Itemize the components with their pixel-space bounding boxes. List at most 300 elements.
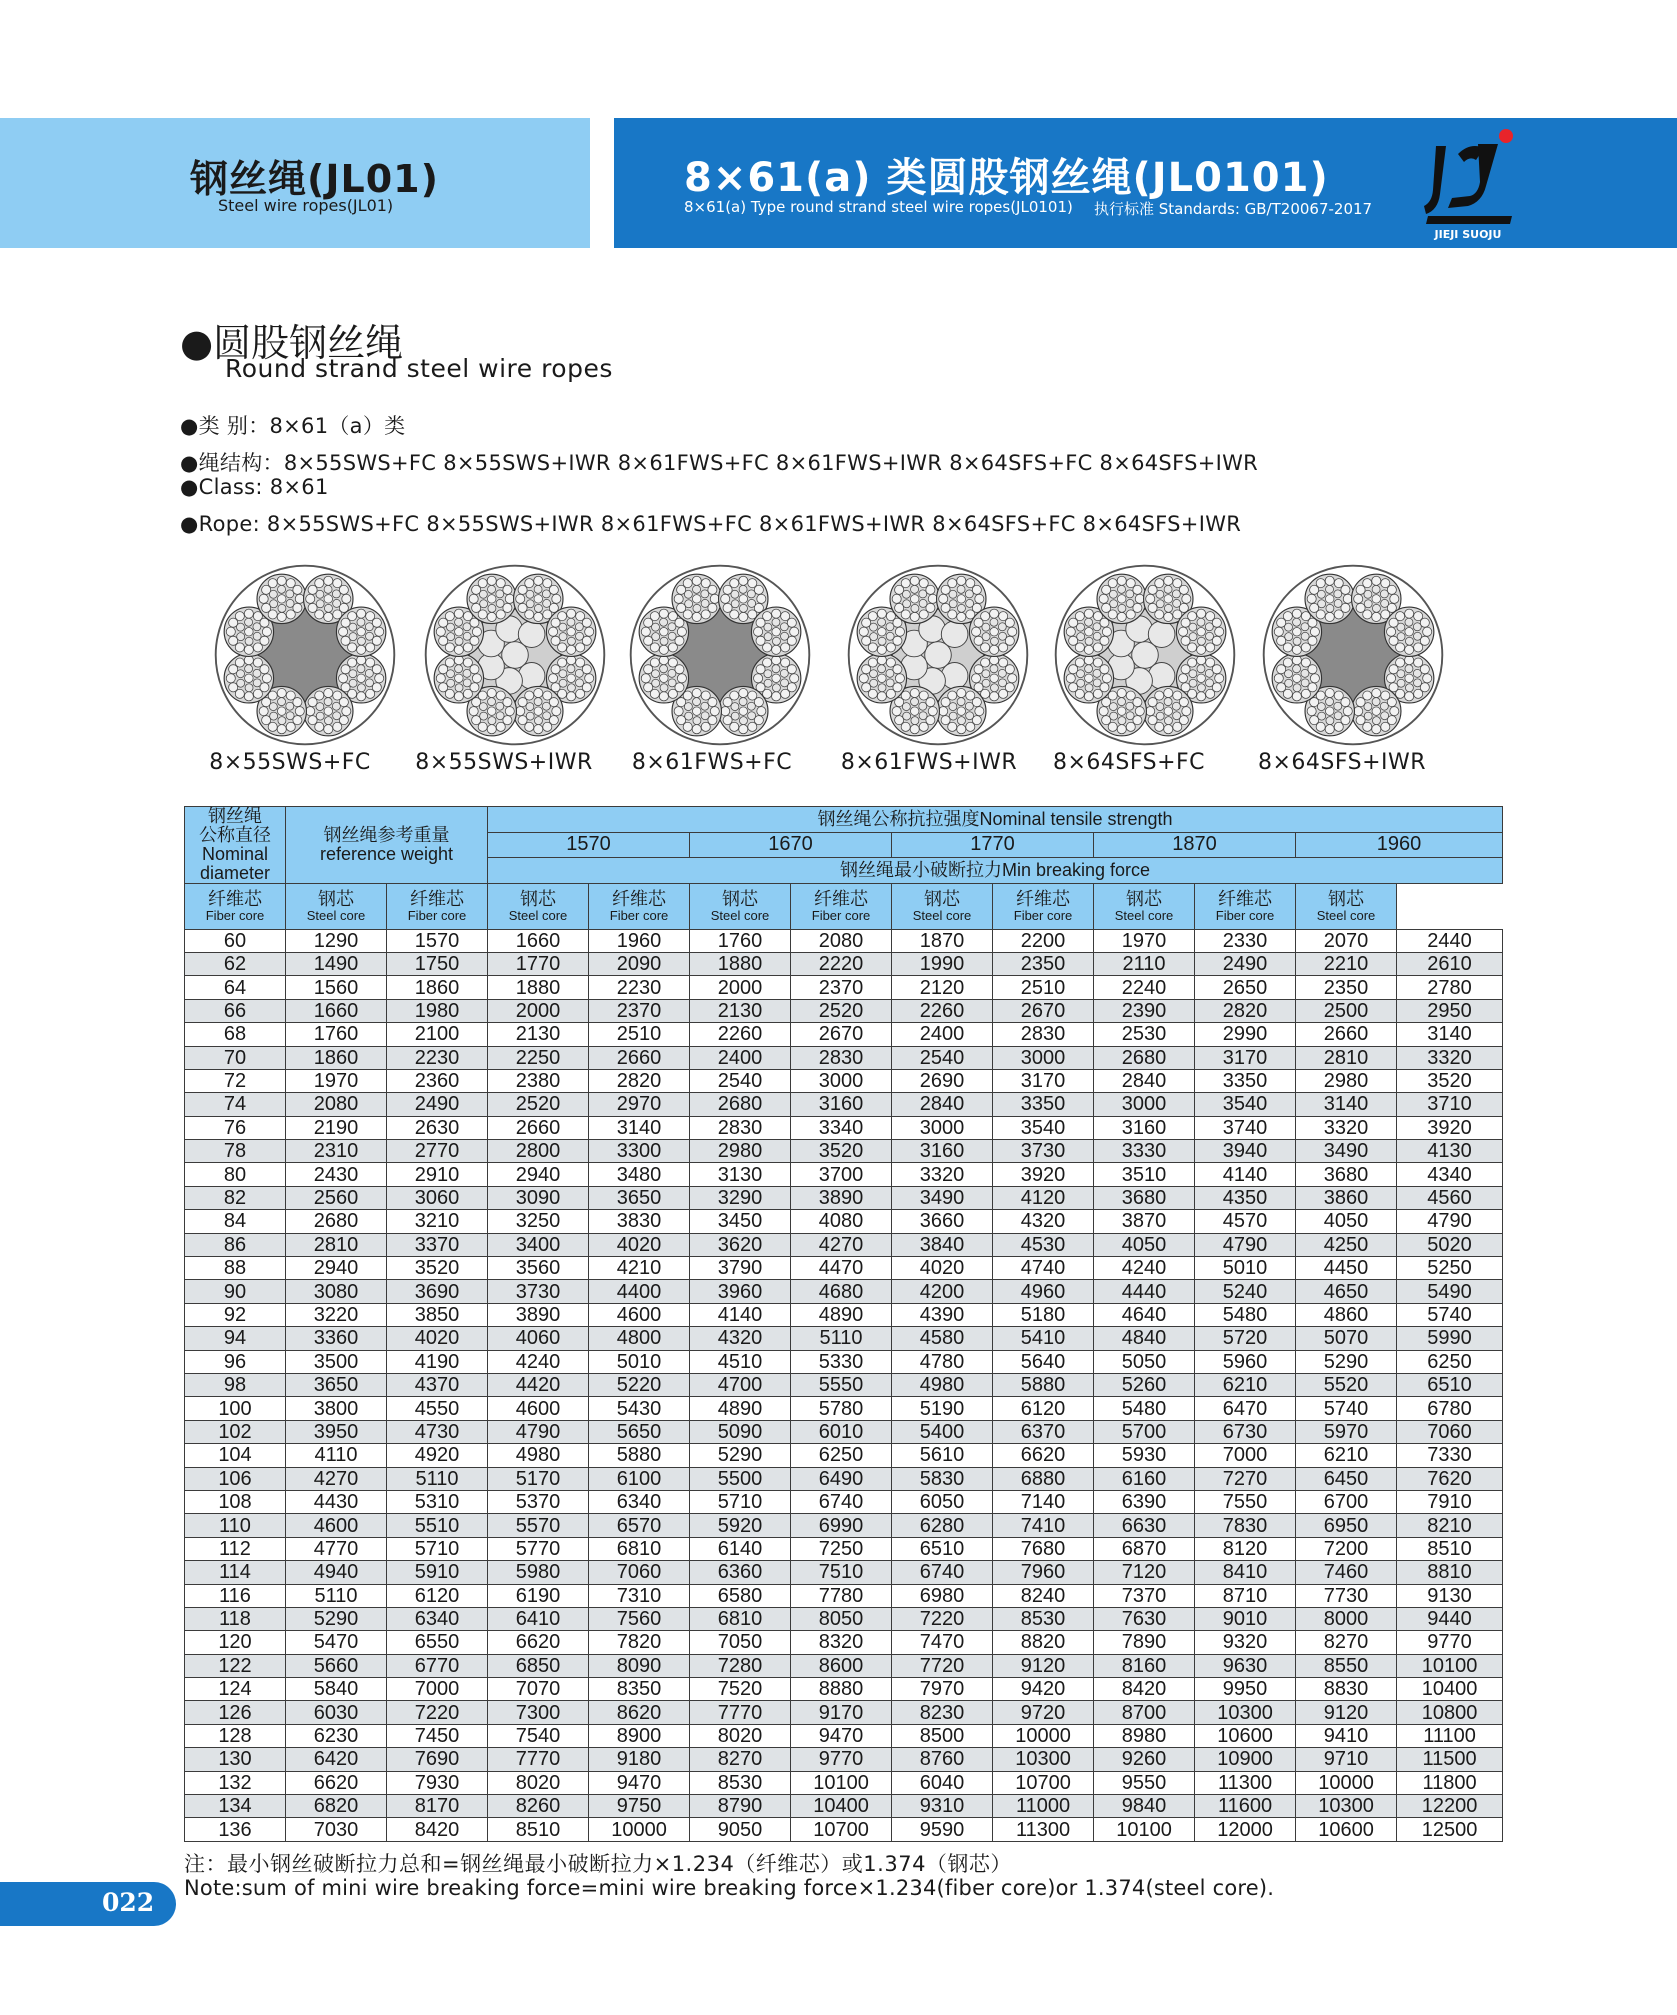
- value-cell: 3870: [1094, 1210, 1195, 1233]
- value-cell: 4920: [387, 1444, 488, 1467]
- value-cell: 1560: [286, 976, 387, 999]
- value-cell: 2840: [1094, 1069, 1195, 1092]
- value-cell: 7520: [690, 1678, 791, 1701]
- value-cell: 8510: [488, 1818, 589, 1841]
- value-cell: 6040: [892, 1771, 993, 1794]
- value-cell: 6390: [1094, 1490, 1195, 1513]
- value-cell: 6470: [1195, 1397, 1296, 1420]
- value-cell: 4060: [488, 1327, 589, 1350]
- value-cell: 6010: [791, 1420, 892, 1443]
- table-row: [185, 1584, 1503, 1607]
- value-cell: 2190: [286, 1116, 387, 1139]
- value-cell: 5920: [690, 1514, 791, 1537]
- value-cell: 5660: [286, 1654, 387, 1677]
- table-row: [185, 1561, 1503, 1584]
- table-row: [185, 1748, 1503, 1771]
- value-cell: 8830: [1296, 1678, 1397, 1701]
- value-cell: 4770: [286, 1537, 387, 1560]
- diameter-cell: 82: [185, 1186, 286, 1209]
- diameter-cell: 80: [185, 1163, 286, 1186]
- header-min-breaking-force: 钢丝绳最小破断拉力Min breaking force: [488, 858, 1503, 884]
- table-row: [185, 1327, 1503, 1350]
- header-nominal-tensile-strength: 钢丝绳公称抗拉强度Nominal tensile strength: [488, 807, 1503, 833]
- value-cell: 5290: [286, 1607, 387, 1630]
- header-nominal-diameter: [185, 807, 286, 884]
- core-label-en: Fiber core: [609, 907, 669, 923]
- diameter-cell: 70: [185, 1046, 286, 1069]
- value-cell: 9550: [1094, 1771, 1195, 1794]
- value-cell: 5400: [892, 1420, 993, 1443]
- table-row: [185, 1795, 1503, 1818]
- value-cell: 5710: [387, 1537, 488, 1560]
- diameter-cell: 64: [185, 976, 286, 999]
- table-row: [185, 1350, 1503, 1373]
- rope-cross-section-icon: [210, 560, 400, 750]
- value-cell: 7270: [1195, 1467, 1296, 1490]
- table-row: [185, 1373, 1503, 1396]
- value-cell: 6820: [286, 1795, 387, 1818]
- value-cell: 4340: [1397, 1163, 1503, 1186]
- value-cell: 2400: [690, 1046, 791, 1069]
- value-cell: 9720: [993, 1701, 1094, 1724]
- value-cell: 9590: [892, 1818, 993, 1841]
- value-cell: 2950: [1397, 999, 1503, 1022]
- value-cell: 5740: [1397, 1303, 1503, 1326]
- value-cell: 9950: [1195, 1678, 1296, 1701]
- value-cell: 4740: [993, 1257, 1094, 1280]
- value-cell: 8350: [589, 1678, 690, 1701]
- value-cell: 4140: [690, 1303, 791, 1326]
- value-cell: 2990: [1195, 1023, 1296, 1046]
- value-cell: 7030: [286, 1818, 387, 1841]
- value-cell: 2080: [791, 929, 892, 952]
- value-cell: 5930: [1094, 1444, 1195, 1467]
- value-cell: 2370: [589, 999, 690, 1022]
- value-cell: 10100: [1094, 1818, 1195, 1841]
- diameter-cell: 128: [185, 1724, 286, 1747]
- rope-label: 8×61FWS+IWR: [840, 750, 1018, 775]
- diameter-header-line-1: 钢丝绳: [208, 806, 262, 826]
- diameter-cell: 68: [185, 1023, 286, 1046]
- section-title: ●圆股钢丝绳: [180, 321, 404, 365]
- value-cell: 7060: [1397, 1420, 1503, 1443]
- header-left-subtitle: Steel wire ropes(JL01): [218, 196, 394, 215]
- value-cell: 2350: [993, 952, 1094, 975]
- value-cell: 5220: [589, 1373, 690, 1396]
- value-cell: 12500: [1397, 1818, 1503, 1841]
- header-steel-core: [690, 883, 791, 929]
- value-cell: 7450: [387, 1724, 488, 1747]
- value-cell: 7300: [488, 1701, 589, 1724]
- rope-cross-section-icon: [1050, 560, 1240, 750]
- table-row: [185, 1116, 1503, 1139]
- value-cell: 4450: [1296, 1257, 1397, 1280]
- page-number: 022: [102, 1888, 155, 1917]
- header-grade: 1960: [1296, 832, 1503, 858]
- value-cell: 2530: [1094, 1023, 1195, 1046]
- value-cell: 2490: [1195, 952, 1296, 975]
- value-cell: 4890: [791, 1303, 892, 1326]
- value-cell: 3140: [1296, 1093, 1397, 1116]
- value-cell: 1960: [589, 929, 690, 952]
- value-cell: 3790: [690, 1257, 791, 1280]
- value-cell: 1570: [387, 929, 488, 952]
- value-cell: 3860: [1296, 1186, 1397, 1209]
- value-cell: 6810: [690, 1607, 791, 1630]
- diameter-cell: 98: [185, 1373, 286, 1396]
- diameter-cell: 78: [185, 1140, 286, 1163]
- value-cell: 4350: [1195, 1186, 1296, 1209]
- value-cell: 6770: [387, 1654, 488, 1677]
- value-cell: 8000: [1296, 1607, 1397, 1630]
- value-cell: 6340: [387, 1607, 488, 1630]
- value-cell: 4530: [993, 1233, 1094, 1256]
- value-cell: 1760: [286, 1023, 387, 1046]
- value-cell: 7250: [791, 1537, 892, 1560]
- value-cell: 4110: [286, 1444, 387, 1467]
- core-label-cn: 纤维芯: [1016, 888, 1071, 909]
- value-cell: 4600: [488, 1397, 589, 1420]
- brand-logo-icon: [1418, 124, 1518, 242]
- value-cell: 7310: [589, 1584, 690, 1607]
- value-cell: 2660: [1296, 1023, 1397, 1046]
- diameter-cell: 62: [185, 952, 286, 975]
- value-cell: 6120: [993, 1397, 1094, 1420]
- value-cell: 2330: [1195, 929, 1296, 952]
- header-steel-core: [286, 883, 387, 929]
- diameter-cell: 74: [185, 1093, 286, 1116]
- value-cell: 3800: [286, 1397, 387, 1420]
- value-cell: 3350: [1195, 1069, 1296, 1092]
- value-cell: 8270: [690, 1748, 791, 1771]
- core-label-cn: 纤维芯: [410, 888, 464, 909]
- core-label-cn: 纤维芯: [814, 888, 869, 909]
- value-cell: 2560: [286, 1186, 387, 1209]
- value-cell: 6880: [993, 1467, 1094, 1490]
- table-row: [185, 1514, 1503, 1537]
- value-cell: 7470: [892, 1631, 993, 1654]
- value-cell: 2100: [387, 1023, 488, 1046]
- value-cell: 9010: [1195, 1607, 1296, 1630]
- value-cell: 3660: [892, 1210, 993, 1233]
- rope-cross-section-icon: [625, 560, 815, 750]
- value-cell: 2820: [589, 1069, 690, 1092]
- info-rope-cn: ●绳结构：8×55SWS+FC 8×55SWS+IWR 8×61FWS+FC 8×61FWS+IWR 8×64SFS+FC 8×64SFS+IWR: [180, 451, 1259, 475]
- table-row: [185, 976, 1503, 999]
- value-cell: 3850: [387, 1303, 488, 1326]
- value-cell: 8020: [690, 1724, 791, 1747]
- value-cell: 5310: [387, 1490, 488, 1513]
- value-cell: 6810: [589, 1537, 690, 1560]
- value-cell: 4780: [892, 1350, 993, 1373]
- value-cell: 1880: [488, 976, 589, 999]
- value-cell: 5110: [791, 1327, 892, 1350]
- value-cell: 3710: [1397, 1093, 1503, 1116]
- value-cell: 2110: [1094, 952, 1195, 975]
- value-cell: 8710: [1195, 1584, 1296, 1607]
- value-cell: 3160: [892, 1140, 993, 1163]
- value-cell: 5170: [488, 1467, 589, 1490]
- note-chinese: 注：最小钢丝破断拉力总和=钢丝绳最小破断拉力×1.234（纤维芯）或1.374（钢芯）: [184, 1852, 1012, 1876]
- value-cell: 6250: [1397, 1350, 1503, 1373]
- value-cell: 2980: [690, 1140, 791, 1163]
- value-cell: 2810: [1296, 1046, 1397, 1069]
- value-cell: 5700: [1094, 1420, 1195, 1443]
- value-cell: 7120: [1094, 1561, 1195, 1584]
- value-cell: 3740: [1195, 1116, 1296, 1139]
- value-cell: 5880: [589, 1444, 690, 1467]
- value-cell: 6740: [791, 1490, 892, 1513]
- value-cell: 3730: [993, 1140, 1094, 1163]
- value-cell: 6100: [589, 1467, 690, 1490]
- value-cell: 3250: [488, 1210, 589, 1233]
- core-label-en: Steel core: [1114, 907, 1174, 923]
- value-cell: 7930: [387, 1771, 488, 1794]
- value-cell: 3450: [690, 1210, 791, 1233]
- value-cell: 3320: [892, 1163, 993, 1186]
- value-cell: 4700: [690, 1373, 791, 1396]
- value-cell: 6570: [589, 1514, 690, 1537]
- table-row: [185, 1467, 1503, 1490]
- value-cell: 7960: [993, 1561, 1094, 1584]
- value-cell: 2610: [1397, 952, 1503, 975]
- value-cell: 2240: [1094, 976, 1195, 999]
- value-cell: 4320: [690, 1327, 791, 1350]
- table-row: [185, 1490, 1503, 1513]
- value-cell: 5990: [1397, 1327, 1503, 1350]
- value-cell: 2130: [488, 1023, 589, 1046]
- value-cell: 2650: [1195, 976, 1296, 999]
- value-cell: 3140: [1397, 1023, 1503, 1046]
- weight-header-line-2: reference weight: [319, 843, 454, 864]
- value-cell: 3490: [1296, 1140, 1397, 1163]
- value-cell: 1990: [892, 952, 993, 975]
- value-cell: 2830: [993, 1023, 1094, 1046]
- diameter-cell: 76: [185, 1116, 286, 1139]
- value-cell: 8530: [690, 1771, 791, 1794]
- value-cell: 4210: [589, 1257, 690, 1280]
- value-cell: 6250: [791, 1444, 892, 1467]
- value-cell: 2980: [1296, 1069, 1397, 1092]
- value-cell: 2780: [1397, 976, 1503, 999]
- note-english: Note:sum of mini wire breaking force=mini wire breaking force×1.234(fiber core)or 1.374(steel core).: [184, 1876, 1275, 1900]
- core-label-en: Fiber core: [1013, 907, 1073, 923]
- header-standards: 执行标准 Standards: GB/T20067-2017: [1094, 200, 1373, 218]
- diameter-header-line-4: diameter: [199, 862, 271, 883]
- value-cell: 3080: [286, 1280, 387, 1303]
- value-cell: 4420: [488, 1373, 589, 1396]
- value-cell: 10400: [791, 1795, 892, 1818]
- value-cell: 7820: [589, 1631, 690, 1654]
- value-cell: 3940: [1195, 1140, 1296, 1163]
- value-cell: 7720: [892, 1654, 993, 1677]
- value-cell: 8980: [1094, 1724, 1195, 1747]
- table-row: [185, 1678, 1503, 1701]
- value-cell: 6700: [1296, 1490, 1397, 1513]
- value-cell: 1760: [690, 929, 791, 952]
- value-cell: 4370: [387, 1373, 488, 1396]
- value-cell: 11300: [993, 1818, 1094, 1841]
- table-row: [185, 999, 1503, 1022]
- value-cell: 5330: [791, 1350, 892, 1373]
- value-cell: 6780: [1397, 1397, 1503, 1420]
- value-cell: 8020: [488, 1771, 589, 1794]
- value-cell: 9470: [791, 1724, 892, 1747]
- diameter-cell: 120: [185, 1631, 286, 1654]
- value-cell: 4790: [488, 1420, 589, 1443]
- value-cell: 5610: [892, 1444, 993, 1467]
- value-cell: 8500: [892, 1724, 993, 1747]
- value-cell: 4080: [791, 1210, 892, 1233]
- table-row: [185, 952, 1503, 975]
- table-row: [185, 1093, 1503, 1116]
- table-row: [185, 1444, 1503, 1467]
- value-cell: 6050: [892, 1490, 993, 1513]
- value-cell: 3960: [690, 1280, 791, 1303]
- value-cell: 9050: [690, 1818, 791, 1841]
- value-cell: 3320: [1397, 1046, 1503, 1069]
- value-cell: 3170: [993, 1069, 1094, 1092]
- value-cell: 4790: [1195, 1233, 1296, 1256]
- diameter-cell: 104: [185, 1444, 286, 1467]
- value-cell: 2490: [387, 1093, 488, 1116]
- header-reference-weight: [286, 807, 488, 884]
- value-cell: 3330: [1094, 1140, 1195, 1163]
- value-cell: 2230: [589, 976, 690, 999]
- value-cell: 5050: [1094, 1350, 1195, 1373]
- value-cell: 4020: [892, 1257, 993, 1280]
- value-cell: 9410: [1296, 1724, 1397, 1747]
- core-label-en: Fiber core: [205, 907, 265, 923]
- value-cell: 9420: [993, 1678, 1094, 1701]
- value-cell: 4940: [286, 1561, 387, 1584]
- value-cell: 6620: [993, 1444, 1094, 1467]
- value-cell: 6550: [387, 1631, 488, 1654]
- core-label-cn: 纤维芯: [208, 888, 262, 909]
- value-cell: 11500: [1397, 1748, 1503, 1771]
- value-cell: 2070: [1296, 929, 1397, 952]
- value-cell: 7540: [488, 1724, 589, 1747]
- value-cell: 9120: [1296, 1701, 1397, 1724]
- header-fiber-core: [1195, 883, 1296, 929]
- value-cell: 4430: [286, 1490, 387, 1513]
- core-label-cn: 钢芯: [520, 888, 557, 909]
- value-cell: 3520: [387, 1257, 488, 1280]
- value-cell: 9770: [1397, 1631, 1503, 1654]
- value-cell: 2830: [690, 1116, 791, 1139]
- table-row: [185, 1607, 1503, 1630]
- value-cell: 3840: [892, 1233, 993, 1256]
- value-cell: 3220: [286, 1303, 387, 1326]
- value-cell: 10000: [589, 1818, 690, 1841]
- core-label-cn: 纤维芯: [612, 888, 667, 909]
- value-cell: 5090: [690, 1420, 791, 1443]
- value-cell: 3500: [286, 1350, 387, 1373]
- value-cell: 6850: [488, 1654, 589, 1677]
- value-cell: 8230: [892, 1701, 993, 1724]
- header-fiber-core: [791, 883, 892, 929]
- value-cell: 1870: [892, 929, 993, 952]
- value-cell: 7560: [589, 1607, 690, 1630]
- value-cell: 6360: [690, 1561, 791, 1584]
- diameter-cell: 118: [185, 1607, 286, 1630]
- value-cell: 3130: [690, 1163, 791, 1186]
- value-cell: 6740: [892, 1561, 993, 1584]
- table-row: [185, 1654, 1503, 1677]
- value-cell: 4730: [387, 1420, 488, 1443]
- diameter-cell: 102: [185, 1420, 286, 1443]
- core-label-en: Fiber core: [811, 907, 871, 923]
- value-cell: 5720: [1195, 1327, 1296, 1350]
- table-row: [185, 1163, 1503, 1186]
- core-label-cn: 钢芯: [1126, 888, 1163, 909]
- diameter-cell: 60: [185, 929, 286, 952]
- value-cell: 8170: [387, 1795, 488, 1818]
- info-rope-en: ●Rope: 8×55SWS+FC 8×55SWS+IWR 8×61FWS+FC 8×61FWS+IWR 8×64SFS+FC 8×64SFS+IWR: [180, 512, 1242, 536]
- value-cell: 10000: [993, 1724, 1094, 1747]
- value-cell: 2680: [690, 1093, 791, 1116]
- value-cell: 6370: [993, 1420, 1094, 1443]
- value-cell: 4320: [993, 1210, 1094, 1233]
- header-steel-core: [1094, 883, 1195, 929]
- value-cell: 7910: [1397, 1490, 1503, 1513]
- value-cell: 3210: [387, 1210, 488, 1233]
- value-cell: 2680: [286, 1210, 387, 1233]
- value-cell: 5490: [1397, 1280, 1503, 1303]
- header-fiber-core: [387, 883, 488, 929]
- value-cell: 6030: [286, 1701, 387, 1724]
- value-cell: 7060: [589, 1561, 690, 1584]
- value-cell: 4570: [1195, 1210, 1296, 1233]
- value-cell: 2210: [1296, 952, 1397, 975]
- value-cell: 5480: [1195, 1303, 1296, 1326]
- value-cell: 7630: [1094, 1607, 1195, 1630]
- value-cell: 1970: [1094, 929, 1195, 952]
- value-cell: 3160: [791, 1093, 892, 1116]
- value-cell: 7680: [993, 1537, 1094, 1560]
- value-cell: 9710: [1296, 1748, 1397, 1771]
- value-cell: 5070: [1296, 1327, 1397, 1350]
- rope-label: 8×64SFS+FC: [1052, 750, 1206, 775]
- diameter-cell: 66: [185, 999, 286, 1022]
- table-row: [185, 1233, 1503, 1256]
- value-cell: 8050: [791, 1607, 892, 1630]
- value-cell: 4580: [892, 1327, 993, 1350]
- diameter-cell: 94: [185, 1327, 286, 1350]
- value-cell: 7330: [1397, 1444, 1503, 1467]
- value-cell: 6230: [286, 1724, 387, 1747]
- value-cell: 2440: [1397, 929, 1503, 952]
- value-cell: 10600: [1195, 1724, 1296, 1747]
- value-cell: 5510: [387, 1514, 488, 1537]
- value-cell: 2940: [488, 1163, 589, 1186]
- value-cell: 2000: [488, 999, 589, 1022]
- value-cell: 9320: [1195, 1631, 1296, 1654]
- value-cell: 10300: [1296, 1795, 1397, 1818]
- value-cell: 10100: [1397, 1654, 1503, 1677]
- value-cell: 2840: [892, 1093, 993, 1116]
- header-left-title: 钢丝绳(JL01): [190, 157, 439, 201]
- header-right-subtitle: 8×61(a) Type round strand steel wire ropes(JL0101): [684, 198, 1073, 216]
- value-cell: 7690: [387, 1748, 488, 1771]
- rope-label: 8×64SFS+IWR: [1257, 750, 1427, 775]
- value-cell: 2540: [892, 1046, 993, 1069]
- value-cell: 5010: [1195, 1257, 1296, 1280]
- value-cell: 4050: [1094, 1233, 1195, 1256]
- value-cell: 2940: [286, 1257, 387, 1280]
- value-cell: 7220: [892, 1607, 993, 1630]
- value-cell: 7370: [1094, 1584, 1195, 1607]
